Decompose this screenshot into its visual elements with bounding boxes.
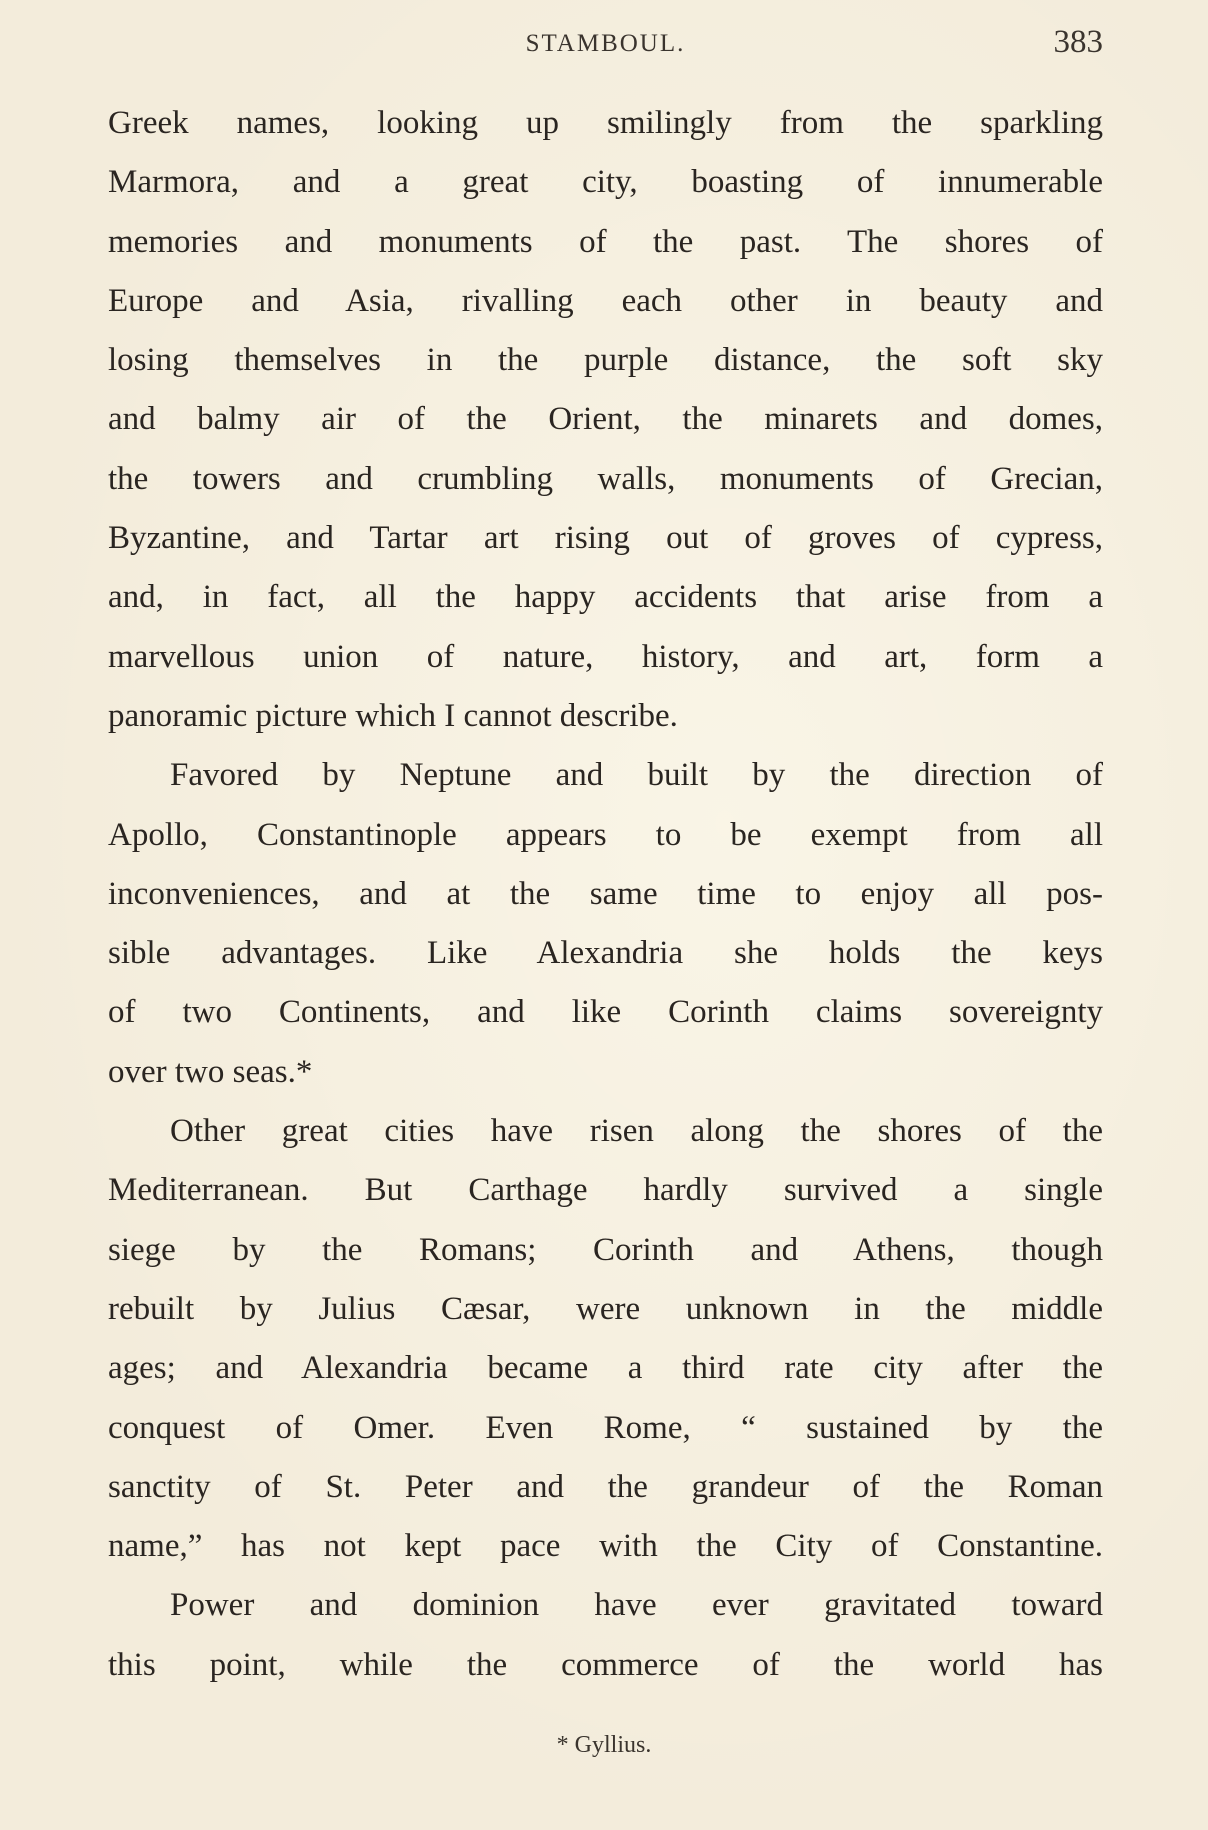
text-line: Apollo, Constantinople appears to be exempt from all bbox=[108, 816, 1103, 853]
page-number: 383 bbox=[1053, 24, 1103, 60]
paragraph-end-line: over two seas.* bbox=[108, 1053, 313, 1090]
text-line: siege by the Romans; Corinth and Athens, though bbox=[108, 1231, 1103, 1268]
text-line: Mediterranean. But Carthage hardly survived a single bbox=[108, 1172, 1103, 1209]
paragraph-start-line: Other great cities have risen along the shores of the bbox=[170, 1113, 1103, 1150]
footnote: * Gyllius. bbox=[556, 1732, 652, 1758]
text-line: rebuilt by Julius Cæsar, were unknown in the middle bbox=[108, 1290, 1103, 1327]
text-line: Greek names, looking up smilingly from the sparkling bbox=[108, 105, 1103, 141]
text-line: sanctity of St. Peter and the grandeur of the Roman bbox=[108, 1468, 1103, 1505]
text-line: of two Continents, and like Corinth claims sovereignty bbox=[108, 994, 1103, 1031]
paragraph-start-line: Power and dominion have ever gravitated toward bbox=[170, 1587, 1103, 1624]
text-line: sible advantages. Like Alexandria she holds the keys bbox=[108, 935, 1103, 972]
text-line: losing themselves in the purple distance, the soft sky bbox=[108, 342, 1103, 379]
paragraph-end-line: name,” has not kept pace with the City of Constantine. bbox=[108, 1528, 1103, 1565]
text-line: the towers and crumbling walls, monuments of Grecian, bbox=[108, 460, 1103, 497]
paragraph-start-line: Favored by Neptune and built by the direction of bbox=[170, 757, 1103, 794]
body-text bbox=[108, 94, 1103, 1695]
text-line: Europe and Asia, rivalling each other in beauty and bbox=[108, 282, 1103, 319]
text-line: this point, while the commerce of the world has bbox=[108, 1646, 1103, 1683]
text-line: and, in fact, all the happy accidents that arise from a bbox=[108, 579, 1103, 616]
text-line: conquest of Omer. Even Rome, “ sustained by the bbox=[108, 1409, 1103, 1446]
text-line: Marmora, and a great city, boasting of innumerable bbox=[108, 164, 1103, 201]
text-line: inconveniences, and at the same time to enjoy all pos- bbox=[108, 875, 1103, 912]
text-line: and balmy air of the Orient, the minarets and domes, bbox=[108, 401, 1103, 438]
text-line: ages; and Alexandria became a third rate city after the bbox=[108, 1350, 1103, 1387]
text-line: memories and monuments of the past. The shores of bbox=[108, 223, 1103, 260]
running-title: STAMBOUL. bbox=[525, 30, 686, 57]
text-line: Byzantine, and Tartar art rising out of groves of cypress, bbox=[108, 520, 1103, 557]
paragraph-end-line: panoramic picture which I cannot describe. bbox=[108, 697, 678, 734]
running-head bbox=[108, 24, 1103, 64]
text-line: marvellous union of nature, history, and art, form a bbox=[108, 638, 1103, 675]
